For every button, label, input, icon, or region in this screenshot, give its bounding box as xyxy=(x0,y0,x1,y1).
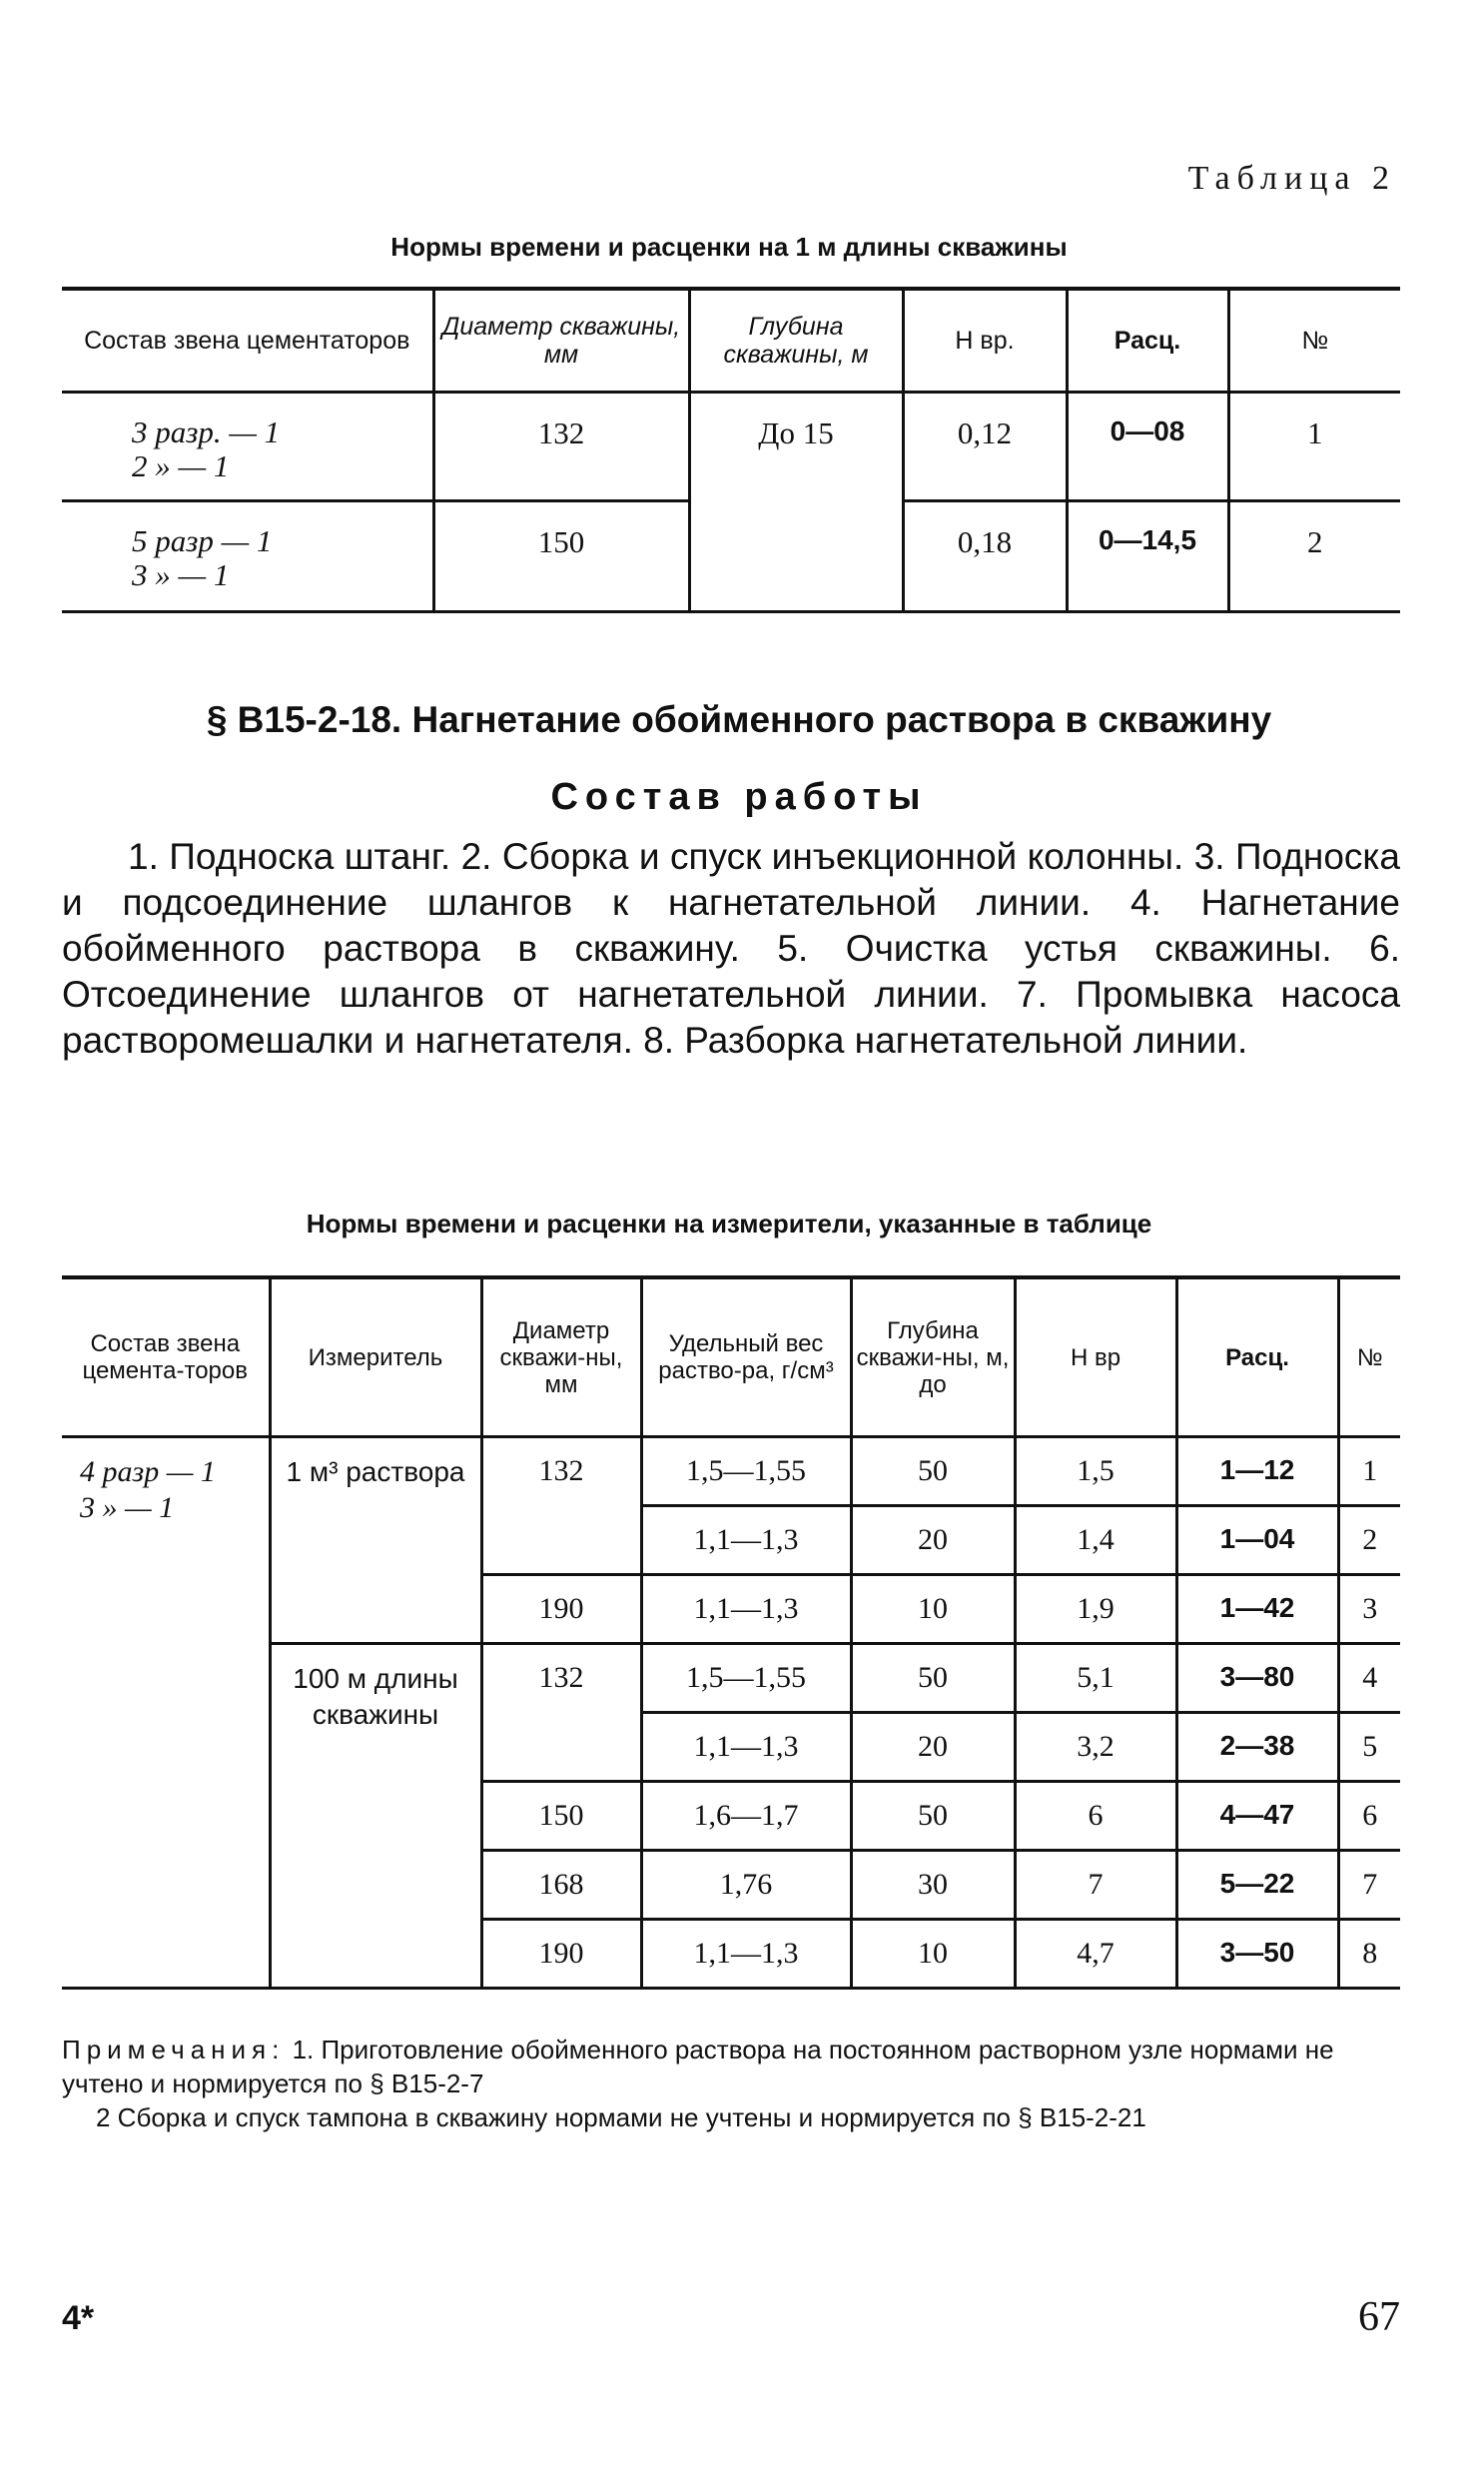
header-depth: Глубина скважины, м xyxy=(689,289,903,393)
no-cell: 5 xyxy=(1338,1713,1400,1782)
depth-cell: 50 xyxy=(851,1437,1015,1506)
hvr-cell: 7 xyxy=(1015,1851,1176,1920)
header-rate: Расц. xyxy=(1176,1277,1338,1437)
table2-caption: Нормы времени и расценки на измерители, указанные в таблице xyxy=(306,1209,1152,1238)
no-cell: 2 xyxy=(1228,501,1400,612)
table2 xyxy=(62,1275,1400,1990)
hvr-cell: 1,4 xyxy=(1015,1506,1176,1575)
signature-mark: 4* xyxy=(62,2299,95,2337)
diameter-cell: 132 xyxy=(481,1437,641,1575)
rate-cell: 2—38 xyxy=(1176,1713,1338,1782)
diameter-cell: 150 xyxy=(481,1782,641,1851)
diameter-cell: 190 xyxy=(481,1575,641,1644)
rate-cell: 0—08 xyxy=(1067,393,1228,501)
no-cell: 3 xyxy=(1338,1575,1400,1644)
header-diameter: Диаметр скважи-ны, мм xyxy=(481,1277,641,1437)
header-density: Удельный вес раство-ра, г/см³ xyxy=(641,1277,851,1437)
density-cell: 1,1—1,3 xyxy=(641,1920,851,1989)
table1 xyxy=(62,287,1400,613)
notes-label: Примечания: xyxy=(62,2035,286,2064)
header-hvr: Н вр. xyxy=(903,289,1067,393)
note-1 xyxy=(62,2033,1400,2100)
diameter-cell: 168 xyxy=(481,1851,641,1920)
rate-cell: 0—14,5 xyxy=(1067,501,1228,612)
depth-cell: 20 xyxy=(851,1506,1015,1575)
work-title: Состав работы xyxy=(550,776,928,818)
depth-cell: До 15 xyxy=(689,393,903,612)
depth-cell: 50 xyxy=(851,1782,1015,1851)
hvr-cell: 0,12 xyxy=(903,393,1067,501)
depth-cell: 50 xyxy=(851,1644,1015,1713)
header-rate: Расц. xyxy=(1067,289,1228,393)
density-cell: 1,1—1,3 xyxy=(641,1575,851,1644)
no-cell: 1 xyxy=(1338,1437,1400,1506)
header-hvr: Н вр xyxy=(1015,1277,1176,1437)
depth-cell: 10 xyxy=(851,1575,1015,1644)
density-cell: 1,1—1,3 xyxy=(641,1713,851,1782)
hvr-cell: 4,7 xyxy=(1015,1920,1176,1989)
depth-cell: 30 xyxy=(851,1851,1015,1920)
no-cell: 1 xyxy=(1228,393,1400,501)
diameter-cell: 132 xyxy=(481,1644,641,1782)
density-cell: 1,5—1,55 xyxy=(641,1437,851,1506)
rate-cell: 4—47 xyxy=(1176,1782,1338,1851)
crew-line: 5 разр — 1 xyxy=(132,523,273,558)
crew-line: 3 » — 1 xyxy=(132,557,230,592)
notes xyxy=(62,2033,1400,2134)
section-title: § В15-2-18. Нагнетание обойменного раствора в скважину xyxy=(206,699,1272,740)
no-cell: 6 xyxy=(1338,1782,1400,1851)
table1-header-row xyxy=(62,289,1400,393)
density-cell: 1,5—1,55 xyxy=(641,1644,851,1713)
hvr-cell: 1,5 xyxy=(1015,1437,1176,1506)
depth-cell: 10 xyxy=(851,1920,1015,1989)
meter-cell: 100 м длины скважины xyxy=(270,1644,481,1989)
no-cell: 8 xyxy=(1338,1920,1400,1989)
table-row xyxy=(62,393,1400,501)
density-cell: 1,1—1,3 xyxy=(641,1506,851,1575)
hvr-cell: 0,18 xyxy=(903,501,1067,612)
diameter-cell: 190 xyxy=(481,1920,641,1989)
crew-line: 3 разр. — 1 xyxy=(132,414,281,449)
header-no: № xyxy=(1338,1277,1400,1437)
rate-cell: 1—42 xyxy=(1176,1575,1338,1644)
diameter-cell: 132 xyxy=(433,393,689,501)
diameter-cell: 150 xyxy=(433,501,689,612)
crew-cell xyxy=(62,393,433,501)
meter-cell: 1 м³ раствора xyxy=(270,1437,481,1644)
table2-header-row xyxy=(62,1277,1400,1437)
note-2: 2 Сборка и спуск тампона в скважину нормами не учтены и нормируется по § В15-2-21 xyxy=(96,2102,1146,2132)
hvr-cell: 5,1 xyxy=(1015,1644,1176,1713)
no-cell: 7 xyxy=(1338,1851,1400,1920)
table1-caption: Нормы времени и расценки на 1 м длины скважины xyxy=(390,232,1068,262)
table-row xyxy=(62,1437,1400,1506)
rate-cell: 3—50 xyxy=(1176,1920,1338,1989)
crew-line: 2 » — 1 xyxy=(132,448,230,483)
hvr-cell: 6 xyxy=(1015,1782,1176,1851)
crew-line: 3 » — 1 xyxy=(80,1491,175,1524)
header-crew: Состав звена цемента-торов xyxy=(62,1277,270,1437)
work-description: 1. Подноска штанг. 2. Сборка и спуск инъекционной колонны. 3. Подноска и подсоединение шлангов к нагнетательной линии. 4. Нагнетание обойменного раствора в скважину. 5. Очистка устья скважины. 6. Отсоединение шлангов от нагнетательной линии. 7. Промывка насоса растворомешалки и нагнетателя. 8. Разборка нагнетательной линии. xyxy=(62,836,1400,1061)
rate-cell: 1—12 xyxy=(1176,1437,1338,1506)
depth-cell: 20 xyxy=(851,1713,1015,1782)
header-depth: Глубина скважи-ны, м, до xyxy=(851,1277,1015,1437)
header-diameter: Диаметр скважины, мм xyxy=(433,289,689,393)
hvr-cell: 1,9 xyxy=(1015,1575,1176,1644)
crew-cell xyxy=(62,501,433,612)
page-number: 67 xyxy=(1358,2294,1400,2340)
table-label: Таблица 2 xyxy=(1187,160,1396,197)
rate-cell: 1—04 xyxy=(1176,1506,1338,1575)
header-meter: Измеритель xyxy=(270,1277,481,1437)
rate-cell: 3—80 xyxy=(1176,1644,1338,1713)
density-cell: 1,6—1,7 xyxy=(641,1782,851,1851)
crew-cell xyxy=(62,1437,270,1989)
crew-line: 4 разр — 1 xyxy=(80,1455,216,1488)
no-cell: 4 xyxy=(1338,1644,1400,1713)
density-cell: 1,76 xyxy=(641,1851,851,1920)
header-crew: Состав звена цементаторов xyxy=(62,289,433,393)
rate-cell: 5—22 xyxy=(1176,1851,1338,1920)
hvr-cell: 3,2 xyxy=(1015,1713,1176,1782)
header-no: № xyxy=(1228,289,1400,393)
note-1-text: 1. Приготовление обойменного раствора на постоянном растворном узле нормами не учтено и нормируется по § В15-2-7 xyxy=(62,2035,1334,2098)
no-cell: 2 xyxy=(1338,1506,1400,1575)
